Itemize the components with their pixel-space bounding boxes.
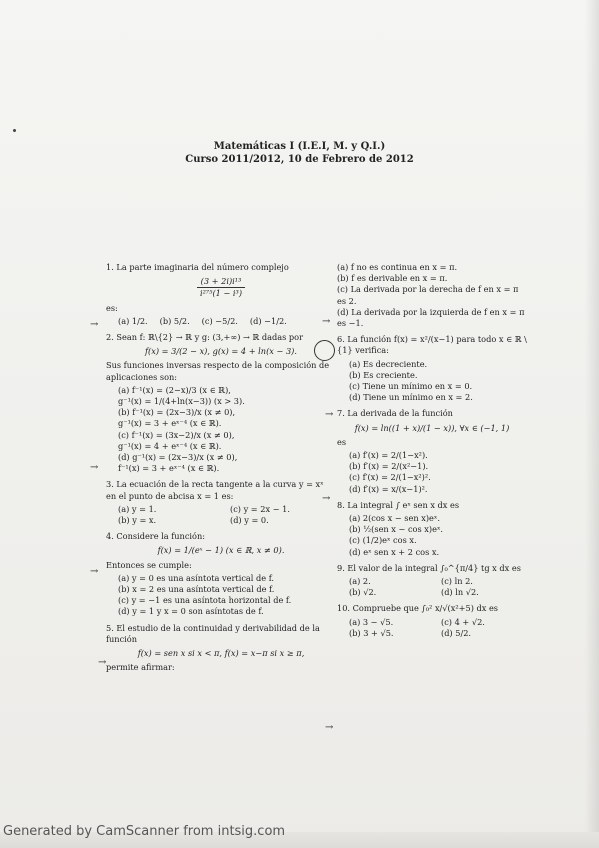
question-4 bbox=[106, 531, 336, 617]
options-list bbox=[118, 573, 336, 618]
option[interactable]: (d) La derivada por la izquierda de f en x = π es −1. bbox=[337, 306, 525, 329]
question-stem: 5. El estudio de la continuidad y derivabilidad de la función bbox=[106, 622, 320, 644]
option[interactable]: (b) f′(x) = 2/(x²−1). bbox=[349, 461, 429, 472]
question-formula: f(x) = 1/(eˣ − 1) (x ∈ ℝ, x ≠ 0). bbox=[157, 545, 285, 556]
option[interactable]: (c) f⁻¹(x) = (3x−2)/x (x ≠ 0), bbox=[118, 429, 235, 440]
option[interactable]: (c) ln 2. bbox=[441, 576, 473, 587]
fraction-denominator: i²⁷⁵(1 − i³) bbox=[199, 288, 243, 299]
option[interactable]: (a) 2. bbox=[349, 576, 371, 587]
option[interactable]: (b) ½(sen x − cos x)eˣ. bbox=[349, 524, 444, 535]
option[interactable]: (a) 1/2. bbox=[118, 315, 148, 326]
option[interactable]: (d) −1/2. bbox=[249, 315, 287, 326]
scanner-watermark: Generated by CamScanner from intsig.com bbox=[3, 824, 286, 839]
question-stem: 1. La parte imaginaria del número complejo bbox=[106, 262, 289, 272]
options-row bbox=[118, 316, 336, 327]
question-stem: 8. La integral ∫ eˣ sen x dx es bbox=[337, 499, 460, 510]
scan-shadow bbox=[585, 0, 599, 848]
handwritten-arrow-icon: → bbox=[90, 566, 99, 577]
question-stem: 10. Compruebe que ∫₀² x/√(x²+5) dx es bbox=[337, 603, 498, 614]
question-10 bbox=[337, 603, 527, 639]
options-grid bbox=[349, 617, 527, 639]
question-stem: 2. Sean f: ℝ\{2} → ℝ y g: (3,+∞) → ℝ dadas por bbox=[106, 332, 303, 343]
handwritten-arrow-icon: → bbox=[322, 316, 331, 327]
question-subtext: Entonces se cumple: bbox=[106, 559, 192, 570]
question-stem: 4. Considere la función: bbox=[106, 531, 205, 542]
option[interactable]: (a) 2(cos x − sen x)eˣ. bbox=[349, 513, 440, 524]
option[interactable]: (a) f⁻¹(x) = (2−x)/3 (x ∈ ℝ), bbox=[118, 384, 231, 395]
option[interactable]: (b) 5/2. bbox=[159, 315, 190, 326]
question-stem: 9. El valor de la integral ∫₀^{π/4} tg x dx es bbox=[337, 562, 521, 573]
handwritten-arrow-icon: → bbox=[90, 462, 99, 473]
question-2 bbox=[106, 332, 336, 474]
right-column bbox=[337, 262, 527, 644]
fraction bbox=[197, 276, 245, 299]
option: g⁻¹(x) = 3 + eˣ⁻⁴ (x ∈ ℝ). bbox=[118, 418, 222, 429]
question-formula bbox=[106, 276, 336, 299]
question-subtext: Sus funciones inversas respecto de la composición de aplicaciones son: bbox=[106, 360, 330, 382]
option[interactable]: (b) f es derivable en x = π. bbox=[337, 273, 448, 284]
question-es: es: bbox=[106, 302, 118, 313]
question-formula: f(x) = 3/(2 − x), g(x) = 4 + ln(x − 3). bbox=[145, 346, 297, 357]
option[interactable]: (b) Es creciente. bbox=[349, 369, 418, 380]
option[interactable]: (b) y = x. bbox=[118, 515, 157, 526]
option[interactable]: (b) 3 + √5. bbox=[349, 627, 394, 638]
options-grid bbox=[349, 576, 527, 598]
option: f⁻¹(x) = 3 + eˣ⁻⁴ (x ∈ ℝ). bbox=[118, 463, 220, 474]
option[interactable]: (d) y = 1 y x = 0 son asíntotas de f. bbox=[118, 606, 264, 617]
options-list bbox=[349, 450, 527, 495]
handwritten-arrow-icon: → bbox=[325, 722, 334, 733]
option[interactable]: (a) f no es continua en x = π. bbox=[337, 262, 458, 272]
option[interactable]: (b) f⁻¹(x) = (2x−3)/x (x ≠ 0), bbox=[118, 407, 236, 418]
option[interactable]: (c) La derivada por la derecha de f en x = π es 2. bbox=[337, 284, 519, 306]
question-stem: 3. La ecuación de la recta tangente a la curva y = xˣ en el punto de abcisa x = 1 es: bbox=[106, 479, 324, 501]
option[interactable]: (c) (1/2)eˣ cos x. bbox=[349, 535, 417, 546]
option[interactable]: (c) f′(x) = 2/(1−x²)². bbox=[349, 472, 431, 483]
question-3 bbox=[106, 479, 336, 526]
option: g⁻¹(x) = 1/(4+ln(x−3)) (x > 3). bbox=[118, 396, 245, 407]
question-formula: f(x) = sen x si x < π, f(x) = x−π si x ≥ π, bbox=[137, 648, 305, 659]
question-1 bbox=[106, 262, 336, 327]
option[interactable]: (b) x = 2 es una asíntota vertical de f. bbox=[118, 584, 275, 595]
option[interactable]: (c) −5/2. bbox=[201, 315, 238, 326]
option[interactable]: (d) g⁻¹(x) = (2x−3)/x (x ≠ 0), bbox=[118, 452, 238, 463]
question-8 bbox=[337, 500, 527, 558]
option[interactable]: (a) Es decreciente. bbox=[349, 358, 428, 369]
question-es: es bbox=[337, 436, 347, 447]
fraction-numerator: (3 + 2i)i¹³ bbox=[197, 276, 245, 288]
question-9 bbox=[337, 563, 527, 599]
option[interactable]: (c) y = −1 es una asíntota horizontal de f. bbox=[118, 595, 292, 606]
option[interactable]: (a) 3 − √5. bbox=[349, 616, 394, 627]
handwritten-circle-icon bbox=[314, 340, 335, 361]
options-grid bbox=[118, 504, 336, 526]
option[interactable]: (d) f′(x) = x/(x−1)². bbox=[349, 483, 428, 494]
option[interactable]: (d) eˣ sen x + 2 cos x. bbox=[349, 546, 440, 557]
question-subtext: permite afirmar: bbox=[106, 662, 175, 673]
option[interactable]: (d) Tiene un mínimo en x = 2. bbox=[349, 392, 473, 403]
question-formula: f(x) = ln((1 + x)/(1 − x)), ∀x ∈ (−1, 1) bbox=[354, 422, 510, 433]
question-6 bbox=[337, 334, 527, 403]
option[interactable]: (a) y = 1. bbox=[118, 503, 157, 514]
options-list bbox=[118, 385, 336, 475]
option[interactable]: (d) ln √2. bbox=[441, 587, 479, 598]
option[interactable]: (a) y = 0 es una asíntota vertical de f. bbox=[118, 572, 275, 583]
question-stem: 7. La derivada de la función bbox=[337, 408, 453, 419]
option[interactable]: (d) y = 0. bbox=[230, 515, 269, 526]
option[interactable]: (c) 4 + √2. bbox=[441, 616, 485, 627]
options-list bbox=[349, 359, 527, 404]
question-stem: 6. La función f(x) = x²/(x−1) para todo x ∈ ℝ \ {1} verifica: bbox=[337, 334, 527, 356]
exam-title: Matemáticas I (I.E.I, M. y Q.I.) bbox=[213, 141, 386, 152]
option[interactable]: (c) Tiene un mínimo en x = 0. bbox=[349, 381, 473, 392]
exam-subtitle: Curso 2011/2012, 10 de Febrero de 2012 bbox=[185, 154, 414, 165]
handwritten-arrow-icon: → bbox=[322, 493, 331, 504]
question-5 bbox=[106, 623, 336, 674]
handwritten-arrow-icon: → bbox=[325, 409, 334, 420]
question-7 bbox=[337, 408, 527, 494]
option[interactable]: (a) f′(x) = 2/(1−x²). bbox=[349, 450, 428, 461]
handwritten-arrow-icon: → bbox=[98, 657, 107, 668]
option[interactable]: (b) √2. bbox=[349, 587, 377, 598]
left-column bbox=[106, 262, 336, 679]
option: g⁻¹(x) = 4 + eˣ⁻⁴ (x ∈ ℝ). bbox=[118, 440, 222, 451]
options-list bbox=[349, 513, 527, 558]
option[interactable]: (c) y = 2x − 1. bbox=[230, 503, 290, 514]
handwritten-arrow-icon: → bbox=[90, 319, 99, 330]
scan-speck bbox=[13, 129, 16, 132]
option[interactable]: (d) 5/2. bbox=[441, 627, 472, 638]
question-5-options bbox=[337, 262, 527, 329]
